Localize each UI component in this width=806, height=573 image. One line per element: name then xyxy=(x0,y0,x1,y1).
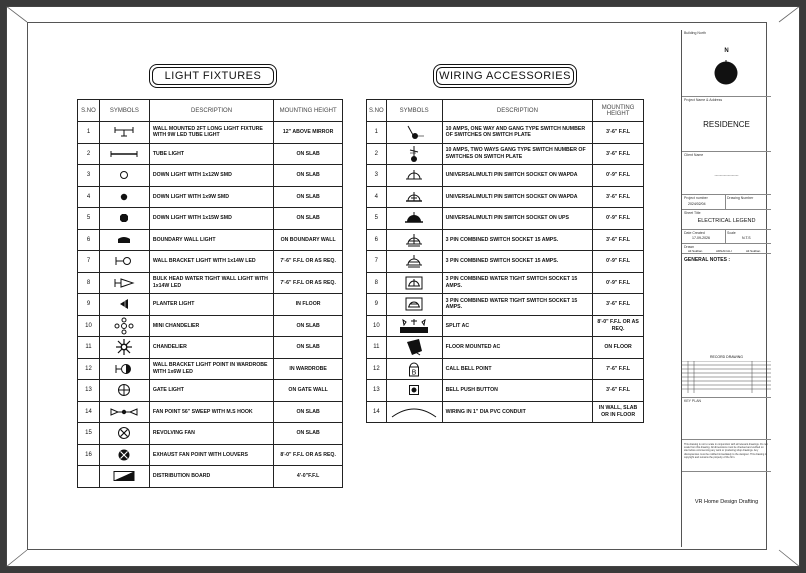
row-mounting-height: 0'-9" F.F.L xyxy=(593,165,644,187)
light-fixture-row xyxy=(78,122,343,144)
row-description: CALL BELL POINT xyxy=(442,358,593,380)
light-fixtures-title-text: LIGHT FIXTURES xyxy=(164,70,262,82)
row-description: PLANTER LIGHT xyxy=(149,294,273,316)
date-label: Date Created xyxy=(684,231,705,235)
light-fixture-row xyxy=(78,294,343,316)
socket-wapda-high-icon xyxy=(390,190,439,204)
planter-light-icon xyxy=(103,297,146,311)
wiring-accessory-row xyxy=(367,165,644,187)
drawing-number-label: Drawing Number xyxy=(727,196,754,200)
row-mounting-height: ON SLAB xyxy=(274,143,343,165)
symbol-cell xyxy=(386,229,442,251)
row-number: 10 xyxy=(78,315,100,337)
row-description: WALL MOUNTED 2FT LONG LIGHT FIXTURE WITH 9W LED TUBE LIGHT xyxy=(149,122,273,144)
row-description: WALL BRACKET LIGHT WITH 1x14W LED xyxy=(149,251,273,273)
row-description: WIRING IN 1" DIA PVC CONDUIT xyxy=(442,401,593,423)
conduit-wiring-icon xyxy=(390,405,439,419)
row-mounting-height: ON SLAB xyxy=(274,423,343,445)
wiring-accessories-title xyxy=(433,64,577,88)
row-number: 7 xyxy=(78,251,100,273)
row-number: 9 xyxy=(78,294,100,316)
symbol-cell xyxy=(386,122,442,144)
row-mounting-height: ON SLAB xyxy=(274,208,343,230)
row-mounting-height: 0'-9" F.F.L xyxy=(593,208,644,230)
row-mounting-height: IN WARDROBE xyxy=(274,358,343,380)
general-notes-label: GENERAL NOTES : xyxy=(684,257,731,263)
symbol-cell xyxy=(99,272,149,294)
symbol-cell xyxy=(386,143,442,165)
exhaust-fan-icon xyxy=(103,447,146,463)
row-mounting-height: 8'-0" F.F.L OR AS REQ. xyxy=(593,315,644,337)
row-description: DOWN LIGHT WITH 1x15W SMD xyxy=(149,208,273,230)
light-fixture-row xyxy=(78,315,343,337)
checked-value: ADNAN ALI xyxy=(716,249,732,253)
project-number-label: Project number xyxy=(684,196,708,200)
wiring-accessory-row xyxy=(367,337,644,359)
scale-label: Scale xyxy=(727,231,736,235)
symbol-cell xyxy=(386,165,442,187)
row-number: 4 xyxy=(78,186,100,208)
row-description: BOUNDARY WALL LIGHT xyxy=(149,229,273,251)
row-mounting-height: 3'-6" F.F.L xyxy=(593,380,644,402)
row-number: 4 xyxy=(367,186,387,208)
wardrobe-light-point-icon xyxy=(103,362,146,376)
row-number: 1 xyxy=(367,122,387,144)
wiring-header-row xyxy=(367,100,644,122)
row-number: 6 xyxy=(367,229,387,251)
row-mounting-height: 3'-6" F.F.L xyxy=(593,186,644,208)
row-mounting-height: 4'-0"F.F.L xyxy=(274,466,343,488)
row-mounting-height: ON FLOOR xyxy=(593,337,644,359)
wiring-accessory-row xyxy=(367,186,644,208)
row-number: 12 xyxy=(367,358,387,380)
row-number: 3 xyxy=(367,165,387,187)
north-label: Building North xyxy=(684,31,706,35)
row-number: 10 xyxy=(367,315,387,337)
row-number: 6 xyxy=(78,229,100,251)
row-mounting-height: 3'-6" F.F.L xyxy=(593,294,644,316)
drawn-label: Drawn xyxy=(684,245,695,249)
firm-name: VR Home Design Drafting xyxy=(694,499,759,505)
drawn-value: Ali Sukhan xyxy=(688,249,703,253)
row-number: 16 xyxy=(78,444,100,466)
row-description: DISTRIBUTION BOARD xyxy=(149,466,273,488)
project-name: RESIDENCE xyxy=(703,120,750,129)
symbol-cell xyxy=(99,122,149,144)
symbol-cell xyxy=(99,466,149,488)
socket-ups-icon xyxy=(390,211,439,225)
row-number: 14 xyxy=(78,401,100,423)
row-number: 8 xyxy=(367,272,387,294)
symbol-cell xyxy=(99,358,149,380)
symbol-cell xyxy=(386,272,442,294)
approved-value: Ali Sukhan xyxy=(746,249,761,253)
wiring-accessory-row xyxy=(367,143,644,165)
symbol-cell xyxy=(386,315,442,337)
row-description: 3 PIN COMBINED WATER TIGHT SWITCH SOCKET 15 AMPS. xyxy=(442,294,593,316)
title-block xyxy=(681,30,771,547)
light-fixture-row xyxy=(78,208,343,230)
down-light-9w-icon xyxy=(103,191,146,203)
row-description: 3 PIN COMBINED WATER TIGHT SWITCH SOCKET 15 AMPS. xyxy=(442,272,593,294)
north-letter: N xyxy=(724,48,729,54)
column-description: DESCRIPTION xyxy=(442,100,593,122)
project-section xyxy=(682,97,771,152)
symbol-cell xyxy=(99,229,149,251)
row-description: SPLIT AC xyxy=(442,315,593,337)
column-mounting-height: MOUNTING HEIGHT xyxy=(593,100,644,122)
row-mounting-height: ON SLAB xyxy=(274,186,343,208)
row-description: BULK HEAD WATER TIGHT WALL LIGHT WITH 1x14W LED xyxy=(149,272,273,294)
row-mounting-height: ON SLAB xyxy=(274,337,343,359)
three-pin-socket-icon xyxy=(390,232,439,248)
row-number: 5 xyxy=(78,208,100,230)
scale-value: N.T.S xyxy=(742,236,751,240)
symbol-cell xyxy=(99,423,149,445)
row-description: CHANDELIER xyxy=(149,337,273,359)
row-mounting-height: ON SLAB xyxy=(274,165,343,187)
wiring-accessories-title-text: WIRING ACCESSORIES xyxy=(439,70,571,82)
distribution-board-icon xyxy=(103,470,146,482)
chandelier-icon xyxy=(103,338,146,356)
wiring-accessory-row xyxy=(367,122,644,144)
row-number: 2 xyxy=(78,143,100,165)
record-drawing-section xyxy=(682,354,771,398)
symbol-cell xyxy=(99,186,149,208)
disclaimer-section xyxy=(682,440,771,472)
project-number: 2024/02/04 xyxy=(688,202,706,206)
one-way-switch-icon xyxy=(390,124,439,140)
sheet-title-section xyxy=(682,210,771,230)
client-section xyxy=(682,152,771,195)
light-fixture-row xyxy=(78,401,343,423)
row-description: WALL BRACKET LIGHT POINT IN WARDROBE WITH 1x6W LED xyxy=(149,358,273,380)
water-tight-socket-icon xyxy=(390,275,439,291)
bell-push-button-icon xyxy=(390,383,439,397)
revolving-fan-icon xyxy=(103,425,146,441)
row-number: 5 xyxy=(367,208,387,230)
column-description: DESCRIPTION xyxy=(149,100,273,122)
wiring-accessory-row xyxy=(367,294,644,316)
symbol-cell xyxy=(99,143,149,165)
socket-wapda-icon xyxy=(390,168,439,182)
svg-text:B: B xyxy=(411,369,417,377)
symbol-cell xyxy=(386,337,442,359)
symbol-cell xyxy=(99,251,149,273)
symbol-cell xyxy=(99,165,149,187)
row-number: 3 xyxy=(78,165,100,187)
row-mounting-height: 12" ABOVE MIRROR xyxy=(274,122,343,144)
wiring-accessory-row xyxy=(367,208,644,230)
split-ac-icon xyxy=(390,317,439,335)
general-notes-section xyxy=(682,254,771,354)
row-mounting-height: 0'-9" F.F.L xyxy=(593,272,644,294)
row-description: 3 PIN COMBINED SWITCH SOCKET 15 AMPS. xyxy=(442,229,593,251)
row-mounting-height: ON SLAB xyxy=(274,315,343,337)
light-fixtures-header-row xyxy=(78,100,343,122)
column-sno: S.NO xyxy=(367,100,387,122)
row-description: UNIVERSAL/MULTI PIN SWITCH SOCKET ON UPS xyxy=(442,208,593,230)
drawn-checked-section xyxy=(682,244,771,254)
row-description: UNIVERSAL/MULTI PIN SWITCH SOCKET ON WAPDA xyxy=(442,165,593,187)
three-pin-socket-low-icon xyxy=(390,253,439,269)
row-mounting-height: IN FLOOR xyxy=(274,294,343,316)
water-tight-socket-high-icon xyxy=(390,296,439,312)
light-fixture-row xyxy=(78,251,343,273)
light-fixture-row xyxy=(78,466,343,488)
light-fixtures-table xyxy=(77,99,343,488)
row-number: 13 xyxy=(367,380,387,402)
row-description: 10 AMPS, ONE WAY AND GANG TYPE SWITCH NUMBER OF SWITCHES ON SWITCH PLATE xyxy=(442,122,593,144)
key-plan-label: KEY PLAN xyxy=(684,399,702,403)
light-fixtures-title xyxy=(149,64,277,88)
row-description: FAN POINT 56" SWEEP WITH M.S HOOK xyxy=(149,401,273,423)
light-fixture-row xyxy=(78,186,343,208)
row-mounting-height: 7'-6" F.F.L OR AS REQ. xyxy=(274,251,343,273)
row-mounting-height: ON GATE WALL xyxy=(274,380,343,402)
wall-bracket-light-icon xyxy=(103,255,146,267)
light-fixture-row xyxy=(78,380,343,402)
row-number: 12 xyxy=(78,358,100,380)
symbol-cell xyxy=(99,380,149,402)
firm-section xyxy=(682,472,771,547)
symbol-cell xyxy=(99,401,149,423)
client-value: ------------------ xyxy=(714,172,739,177)
light-fixture-row xyxy=(78,337,343,359)
symbol-cell xyxy=(99,444,149,466)
row-mounting-height: ON BOUNDARY WALL xyxy=(274,229,343,251)
row-number: 14 xyxy=(367,401,387,423)
symbol-cell xyxy=(386,358,442,380)
row-description: MINI CHANDELIER xyxy=(149,315,273,337)
down-light-12w-icon xyxy=(103,169,146,181)
wiring-accessories-table xyxy=(366,99,644,423)
row-number: 11 xyxy=(367,337,387,359)
symbol-cell xyxy=(386,401,442,423)
row-description: 3 PIN COMBINED SWITCH SOCKET 15 AMPS. xyxy=(442,251,593,273)
symbol-cell xyxy=(99,315,149,337)
row-description: 10 AMPS, TWO WAYS GANG TYPE SWITCH NUMBER OF SWITCHES ON SWITCH PLATE xyxy=(442,143,593,165)
row-number: 15 xyxy=(78,423,100,445)
tube-light-icon xyxy=(103,149,146,159)
row-mounting-height: 3'-6" F.F.L xyxy=(593,143,644,165)
row-mounting-height: 7'-6" F.F.L xyxy=(593,358,644,380)
symbol-cell xyxy=(99,337,149,359)
column-symbols: SYMBOLS xyxy=(99,100,149,122)
date-value: 17-09-2026 xyxy=(692,236,710,240)
wiring-accessory-row xyxy=(367,380,644,402)
row-mounting-height: ON SLAB xyxy=(274,401,343,423)
row-description: UNIVERSAL/MULTI PIN SWITCH SOCKET ON WAPDA xyxy=(442,186,593,208)
wall-mounted-tube-light-icon xyxy=(103,126,146,138)
symbol-cell xyxy=(386,380,442,402)
row-mounting-height: IN WALL, SLAB OR IN FLOOR xyxy=(593,401,644,423)
wiring-accessory-row xyxy=(367,251,644,273)
row-number: 1 xyxy=(78,122,100,144)
light-fixture-row xyxy=(78,423,343,445)
symbol-cell xyxy=(386,251,442,273)
wiring-accessory-row xyxy=(367,229,644,251)
row-description: GATE LIGHT xyxy=(149,380,273,402)
sheet-title: ELECTRICAL LEGEND xyxy=(697,218,756,224)
light-fixture-row xyxy=(78,444,343,466)
boundary-wall-light-icon xyxy=(103,234,146,246)
wiring-accessory-row xyxy=(367,315,644,337)
sheet-title-label: Sheet Title xyxy=(684,211,701,215)
symbol-cell xyxy=(386,186,442,208)
project-label: Project Name & Address xyxy=(684,98,723,102)
light-fixture-row xyxy=(78,358,343,380)
wiring-accessory-row xyxy=(367,272,644,294)
row-number: 7 xyxy=(367,251,387,273)
row-description: FLOOR MOUNTED AC xyxy=(442,337,593,359)
row-mounting-height: 7'-6" F.F.L OR AS REQ. xyxy=(274,272,343,294)
row-description: REVOLVING FAN xyxy=(149,423,273,445)
disclaimer-text: This drawing is not to scale in conjunction with all relevant drawings. Do not scale from this drawing. All dimensions must be checked and verified on site before commencing any work or producing shop drawings. Any discrepancies must be notified immediately to the designer. This drawing is copyright and remains the property of the firm. xyxy=(684,443,768,459)
two-way-switch-icon xyxy=(390,144,439,164)
row-mounting-height: 3'-6" F.F.L xyxy=(593,229,644,251)
project-number-section xyxy=(682,195,771,210)
row-description: BELL PUSH BUTTON xyxy=(442,380,593,402)
down-light-15w-icon xyxy=(103,212,146,224)
column-sno: S.NO xyxy=(78,100,100,122)
call-bell-icon xyxy=(390,360,439,378)
mini-chandelier-icon xyxy=(103,317,146,335)
north-section xyxy=(682,30,771,97)
date-scale-section xyxy=(682,230,771,244)
wiring-accessory-row xyxy=(367,401,644,423)
row-mounting-height: 0'-9" F.F.L xyxy=(593,251,644,273)
row-number: 9 xyxy=(367,294,387,316)
key-plan-section xyxy=(682,398,771,440)
fan-point-icon xyxy=(103,406,146,418)
row-description: DOWN LIGHT WITH 1x12W SMD xyxy=(149,165,273,187)
row-number: 13 xyxy=(78,380,100,402)
bulk-head-light-icon xyxy=(103,277,146,289)
revision-grid xyxy=(682,361,771,393)
column-symbols: SYMBOLS xyxy=(386,100,442,122)
row-mounting-height: 8'-0" F.F.L OR AS REQ. xyxy=(274,444,343,466)
light-fixture-row xyxy=(78,272,343,294)
row-number: 8 xyxy=(78,272,100,294)
symbol-cell xyxy=(386,208,442,230)
light-fixture-row xyxy=(78,143,343,165)
symbol-cell xyxy=(99,294,149,316)
gate-light-icon xyxy=(103,382,146,398)
row-description: EXHAUST FAN POINT WITH LOUVERS xyxy=(149,444,273,466)
row-number xyxy=(78,466,100,488)
column-mounting-height: MOUNTING HEIGHT xyxy=(274,100,343,122)
light-fixture-row xyxy=(78,165,343,187)
floor-ac-icon xyxy=(390,337,439,357)
row-number: 2 xyxy=(367,143,387,165)
wiring-accessory-row xyxy=(367,358,644,380)
row-number: 11 xyxy=(78,337,100,359)
row-description: TUBE LIGHT xyxy=(149,143,273,165)
client-label: Client Name xyxy=(684,153,704,157)
north-arrow-icon xyxy=(712,59,740,87)
row-mounting-height: 3'-6" F.F.L xyxy=(593,122,644,144)
light-fixture-row xyxy=(78,229,343,251)
row-description: DOWN LIGHT WITH 1x9W SMD xyxy=(149,186,273,208)
record-drawing-label: RECORD DRAWING xyxy=(710,355,743,359)
symbol-cell xyxy=(386,294,442,316)
symbol-cell xyxy=(99,208,149,230)
